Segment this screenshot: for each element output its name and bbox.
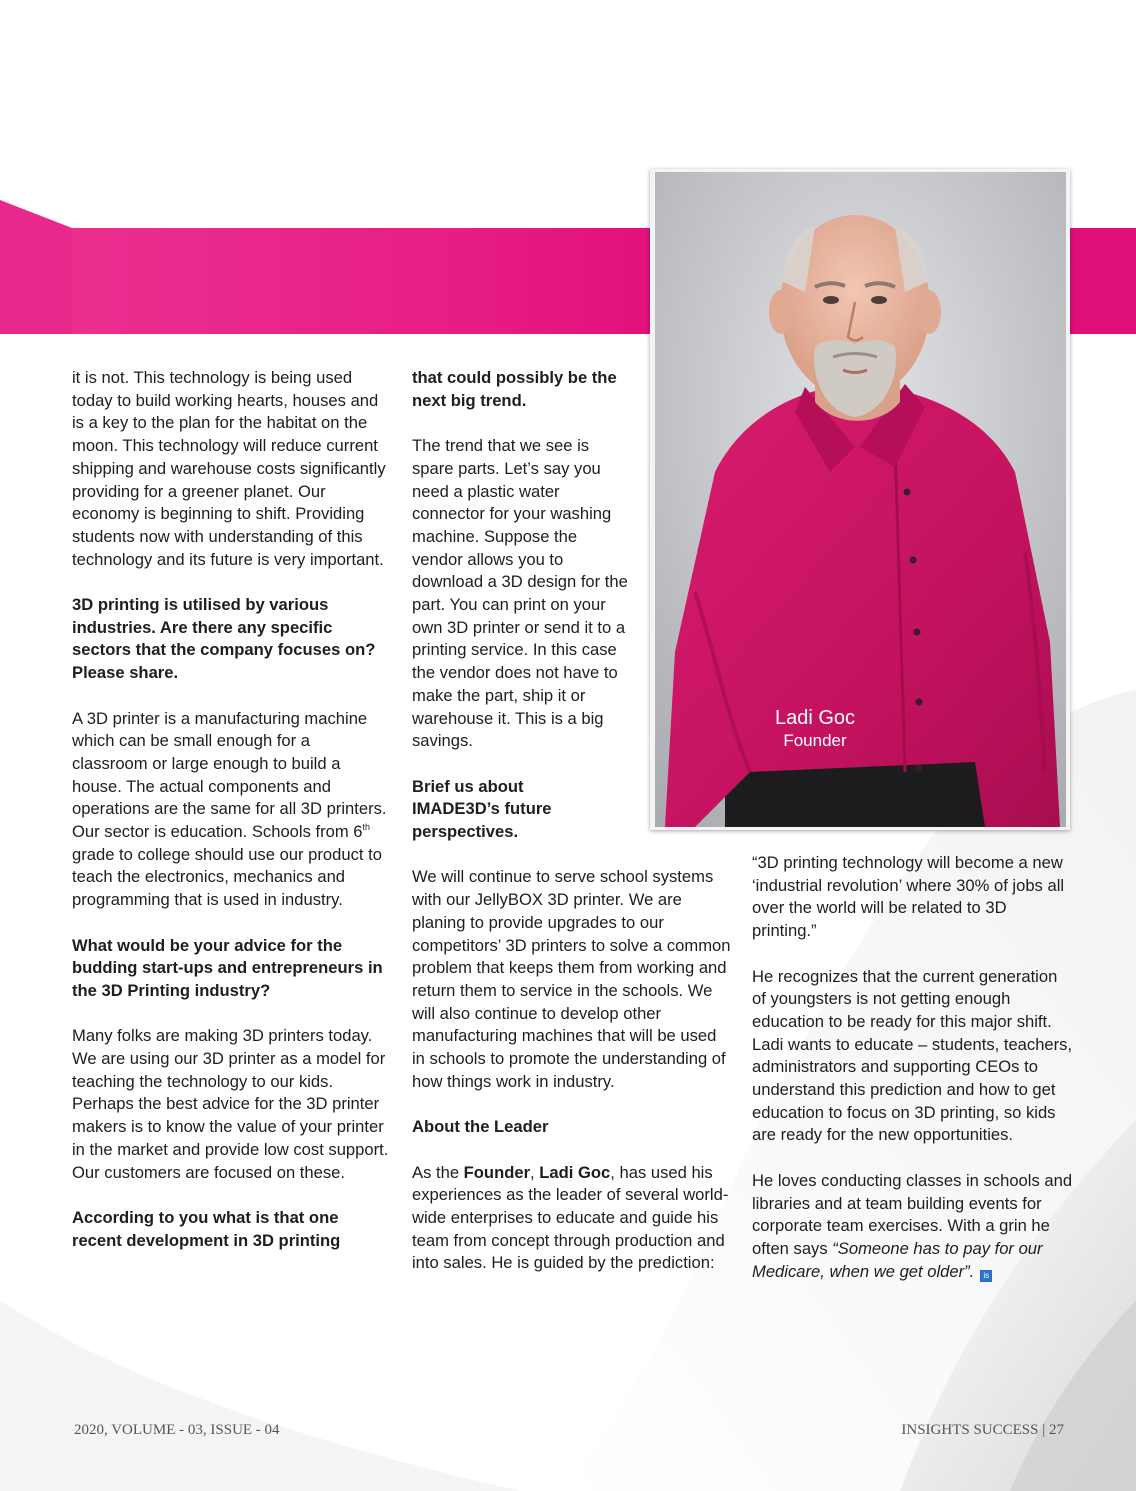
pink-header-band (72, 228, 652, 334)
caption-name: Ladi Goc (774, 707, 856, 729)
prediction-quote: “3D printing technology will become a new ‘industrial revolution’ where 30% of jobs all over the world will be related to 3D printing.” (752, 853, 1065, 941)
question-heading: 3D printing is utilised by various industries. Are there any specific sectors that the company focuses on? Please share. (72, 595, 376, 683)
paragraph-text: A 3D printer is a manufacturing machine which can be small enough for a classroom or large enough to build a house. The actual components and operations are the same for all 3D printers. Our sector is education. Schools from 6 (72, 708, 387, 842)
italic-quote: “Someone has to pay for our Medicare, when we get older”. (752, 1238, 1043, 1281)
pink-header-band-right (1070, 228, 1136, 334)
paragraph (72, 708, 390, 912)
question-heading: According to you what is that one recent development in 3D printing (72, 1207, 341, 1250)
question-heading: About the Leader (412, 1117, 549, 1137)
paragraph-text: grade to college should use our product to teach the electronics, mechanics and programming that is used in industry. (72, 844, 382, 910)
footer-issue: 2020, VOLUME - 03, ISSUE - 04 (74, 1422, 280, 1438)
paragraph-text: As the (412, 1162, 464, 1182)
ordinal-superscript: th (362, 822, 371, 833)
column-2 (412, 367, 732, 1298)
paragraph (752, 1170, 1074, 1284)
caption-role: Founder (783, 731, 847, 750)
paragraph-text: He loves conducting classes in schools and libraries and at team building events for corporate team exercises. With a grin he often says (752, 1170, 1073, 1258)
bold-text: Ladi Goc (539, 1162, 611, 1182)
column-1 (72, 367, 390, 1275)
column-3 (752, 852, 1074, 1306)
bold-text: Founder (463, 1162, 531, 1182)
pink-corner-shape (0, 200, 72, 334)
question-heading: What would be your advice for the budding start-ups and entrepreneurs in the 3D Printing industry? (72, 935, 383, 1000)
photo-caption (775, 707, 855, 750)
paragraph: We will continue to serve school systems with our JellyBOX 3D printer. We are planing to provide upgrades to our competitors’ 3D printers to solve a common problem that keeps them from working and return them to service in the schools. We will also continue to develop other manufacturing machines that will be used in schools to promote the understanding of how things work in industry. (412, 867, 731, 1091)
paragraph: it is not. This technology is being used today to build working hearts, houses and is a key to the plan for the habitat on the moon. This technology will reduce current shipping and warehouse costs significantly providing for a greener planet. Our economy is beginning to shift. Providing students now with understanding of this technology and its future is very important. (72, 368, 386, 569)
question-heading: that could possibly be the next big trend. (412, 368, 617, 410)
paragraph-text: , has used his experiences as the leader of several world-wide enterprises to educate and guide his team from concept through production and into sales. He is guided by the prediction: (412, 1162, 729, 1273)
paragraph: He recognizes that the current generation of youngsters is not getting enough education to be ready for this major shift. Ladi wants to educate – students, teachers, administrators and supporting CEOs to understand this prediction and how to get education to focus on 3D printing, so kids are ready for the new opportunities. (752, 966, 1073, 1145)
footer-page: INSIGHTS SUCCESS | 27 (901, 1422, 1064, 1438)
paragraph: The trend that we see is spare parts. Let’s say you need a plastic water connector for your washing machine. Suppose the vendor allows you to download a 3D design for the part. You can print on your own 3D printer or send it to a printing service. In this case the vendor does not have to make the part, ship it or warehouse it. This is a big savings. (412, 436, 628, 751)
paragraph-text: , (530, 1162, 540, 1182)
end-mark-icon: is (980, 1270, 992, 1282)
paragraph (412, 1162, 732, 1276)
question-heading: Brief us about IMADE3D’s future perspectives. (412, 776, 552, 842)
paragraph: Many folks are making 3D printers today. We are using our 3D printer as a model for teaching the technology to our kids. Perhaps the best advice for the 3D printer makers is to know the value of your printer in the market and provide low cost support. Our customers are focused on these. (72, 1026, 389, 1182)
